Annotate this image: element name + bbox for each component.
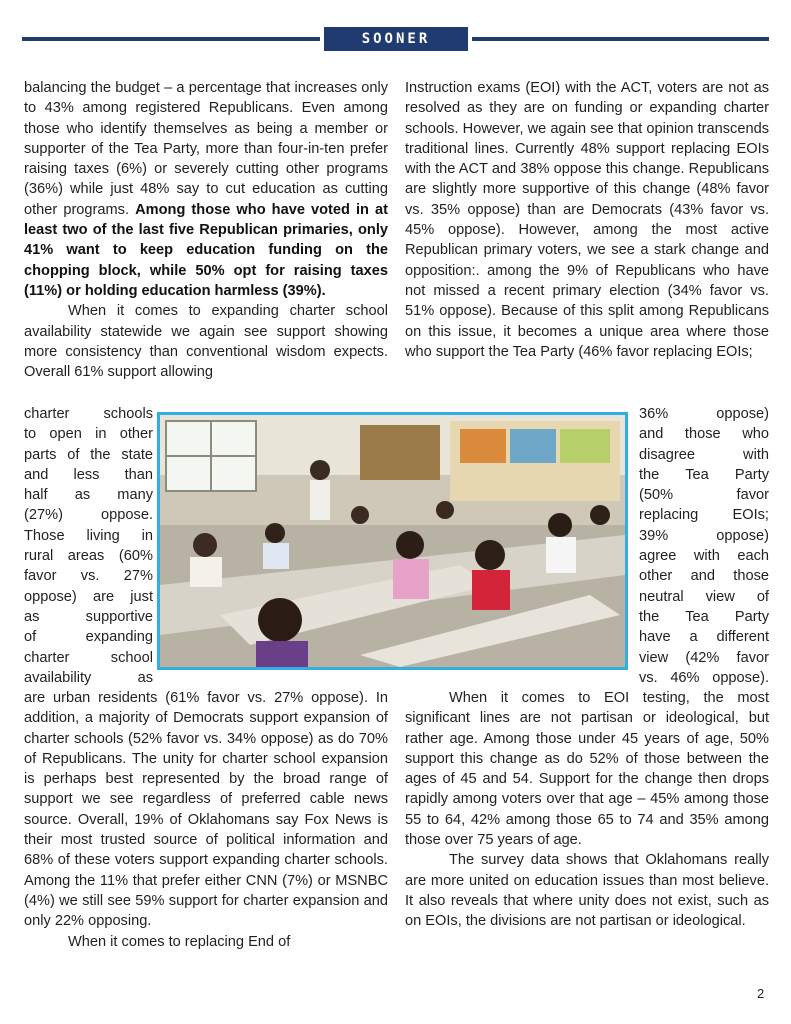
left-wrap-line: availability as: [24, 669, 153, 686]
right-wrap-line: view (42% favor: [639, 649, 769, 666]
right-column-bottom: [405, 688, 769, 932]
left-wrap-line: charter schools: [24, 406, 153, 422]
left-paragraph-3: When it comes to replacing End of: [68, 933, 291, 950]
left-wrap-line: as supportive: [24, 608, 153, 625]
header-rule-right: [472, 37, 769, 41]
left-wrap-line: parts of the state: [24, 446, 153, 463]
page-number: 2: [757, 986, 765, 1001]
left-column-bottom: [24, 688, 388, 952]
left-wrap-line: oppose) are just: [24, 588, 153, 605]
left-wrap-line: Those living in: [24, 527, 153, 544]
left-paragraph-1-bold: Among those who have voted in at least two of the last five Republican primaries, only 41% want to keep education funding on the chopping block, while 50% opt for raising taxes (11%) or holding education harmless (39%).: [24, 201, 388, 299]
right-wrap-line: the Tea Party: [639, 466, 769, 483]
header-rule-left: [22, 37, 320, 41]
left-column-top: [24, 78, 388, 382]
right-wrap-line: vs. 46% oppose).: [639, 669, 769, 686]
right-wrap-line: neutral view of: [639, 588, 769, 605]
classroom-photo: [157, 412, 628, 670]
right-column-top: [405, 78, 769, 362]
right-paragraph-1a: Instruction exams (EOI) with the ACT, voters are not as resolved as they are on funding or expanding charter schools. However, we again see that opinion transcends traditional lines. Currently 48% support replacing EOIs with the ACT and 38% oppose this change. Republicans are slightly more supportive of this change (48% favor vs. 35% oppose) than are Democrats (43% favor vs. 45% oppose). However, among the most active Republican primary voters, we see a stark change and opposition:. among the 9% of Republicans who have not missed a recent primary election (34% favor vs. 51% oppose). Because of this split among Republicans on this issue, it becomes a unique area where those who support the Tea Party (46% favor replacing EOIs;: [405, 80, 769, 360]
right-wrap-column: [639, 404, 769, 688]
right-wrap-line: agree with each: [639, 548, 769, 565]
masthead-title: SOONER SURVEY: [324, 27, 468, 51]
right-wrap-line: other and those: [639, 568, 769, 585]
left-wrap-line: of expanding: [24, 629, 153, 646]
left-wrap-line: and less than: [24, 466, 153, 483]
right-wrap-line: (50% favor: [639, 487, 769, 504]
right-wrap-line: disagree with: [639, 446, 769, 463]
right-wrap-lines: [639, 404, 769, 688]
classroom-illustration: [160, 415, 625, 667]
left-wrap-line: half as many: [24, 487, 153, 504]
left-wrap-line: charter school: [24, 649, 153, 666]
right-wrap-line: the Tea Party: [639, 608, 769, 625]
left-wrap-column: [24, 404, 153, 688]
right-wrap-line: and those who: [639, 426, 769, 443]
left-wrap-line: to open in other: [24, 426, 153, 443]
left-wrap-lines: [24, 404, 153, 688]
left-wrap-line: rural areas (60%: [24, 548, 153, 565]
left-paragraph-2b: are urban residents (61% favor vs. 27% oppose). In addition, a majority of Democrats support expansion of charter schools (52% favor vs. 34% oppose) as do 70% of Republicans. The unity for charter school expansion is perhaps best represented by the broad range of support we see regardless of preferred cable news source. Overall, 19% of Oklahomans say Fox News is their most trusted source of political information and 68% of these voters support expanding charter schools. Among the 11% that prefer either CNN (7%) or MSNBC (4%) we still see 59% support for charter expansion and only 22% opposing.: [24, 690, 388, 930]
left-wrap-line: (27%) oppose.: [24, 507, 153, 524]
right-wrap-line: have a different: [639, 629, 769, 646]
right-wrap-line: replacing EOIs;: [639, 507, 769, 524]
left-wrap-line: favor vs. 27%: [24, 568, 153, 585]
left-paragraph-1-text: balancing the budget – a percentage that increases only to 43% among registered Republicans. Even among those who identify themselves as being a member or supporter of the Tea Party, more than four-in-ten prefer raising taxes (6%) or severely cutting other programs (36%) while just 48% say to cut education as cutting other programs.: [24, 80, 388, 218]
left-paragraph-1: [24, 78, 388, 301]
right-wrap-line: 39% oppose): [639, 527, 769, 544]
right-paragraph-2: When it comes to EOI testing, the most significant lines are not partisan or ideological, but rather age. Among those under 45 years of age, 50% support this change as do 52% of those between the ages of 45 and 54. Support for the change then drops rapidly among voters over that age – 45% among those 55 to 64, 42% among those 65 to 74 and 35% among those over 75 years of age.: [405, 690, 769, 849]
right-wrap-line: 36% oppose): [639, 406, 769, 422]
left-paragraph-2a: When it comes to expanding charter school availability statewide we again see support showing more consistency than conventional wisdom expects. Overall 61% support allowing: [24, 303, 388, 381]
right-paragraph-3: The survey data shows that Oklahomans really are more united on education issues than most believe. It also reveals that where unity does not exist, such as on EOIs, the divisions are not partisan or ideological.: [405, 852, 769, 930]
